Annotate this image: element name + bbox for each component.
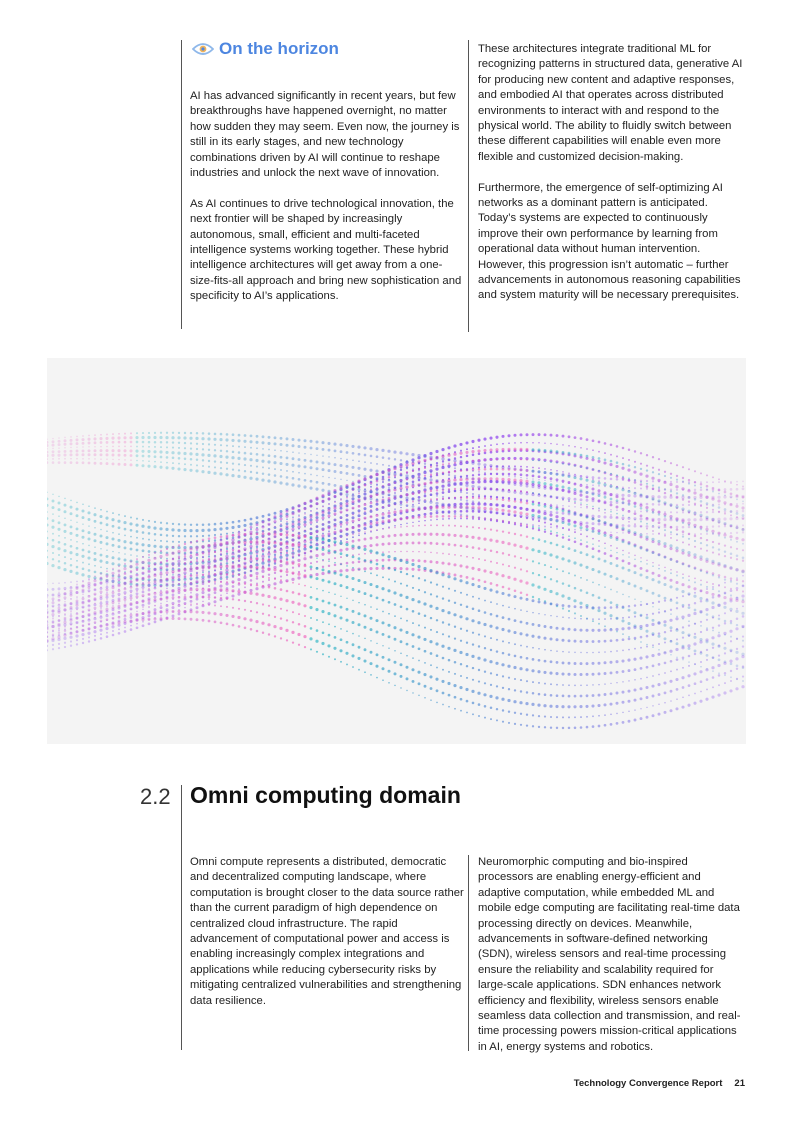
divider-section-right [468, 855, 469, 1051]
particle-wave-illustration [47, 358, 746, 744]
horizon-paragraph: As AI continues to drive technological innovation, the next frontier will be shaped by increasingly autonomous, small, efficient and multi-faceted intelligence systems working together. These hybrid intelligence architectures will get away from a one-size-fits-all approach and bring new sophistication and specificity to AI’s applications. [190, 197, 462, 303]
horizon-left-column [190, 89, 462, 320]
footer-report-title: Technology Convergence Report [573, 1078, 723, 1089]
page-footer [574, 1078, 745, 1089]
horizon-heading [192, 39, 339, 59]
section-paragraph: Neuromorphic computing and bio-inspired processors are enabling energy-efficient and adaptive computation, while embedded ML and mobile edge computing are facilitating real-time data processing directly on devices. Meanwhile, advancements in software-defined networking (SDN), wireless sensors and real-time processing ensure the reliability and scalability required for large-scale applications. SDN enhances network efficiency and flexibility, wireless sensors enable seamless data collection and transmission, and real-time processing powers mission-critical applications in AI, energy systems and robotics. [478, 856, 741, 1053]
horizon-paragraph: Furthermore, the emergence of self-optimizing AI networks as a dominant pattern is anticipated. Today’s systems are expected to continuously improve their own performance by learning from operational data without human intervention. However, this progression isn’t automatic – further advancements in autonomous reasoning capabilities and system maturity will be necessary prerequisites. [478, 181, 741, 302]
page-number: 21 [734, 1078, 745, 1089]
section-right-column [478, 855, 743, 1071]
section-number: 2.2 [140, 784, 171, 809]
wave-dots [47, 432, 745, 730]
eye-icon [192, 42, 214, 56]
particle-wave-graphic [47, 358, 746, 744]
horizon-title: On the horizon [219, 39, 339, 58]
section-title: Omni computing domain [190, 782, 461, 808]
divider-top-left [181, 40, 182, 329]
horizon-paragraph: AI has advanced significantly in recent years, but few breakthroughs have happened overnight, no matter how sudden they may seem. Even now, the journey is still in its early stages, and new technology combinations driven by AI will continue to reshape industries and unlock the next wave of innovation. [190, 90, 460, 180]
divider-top-right [468, 40, 469, 332]
section-paragraph: Omni compute represents a distributed, democratic and decentralized computing landscape, where computation is brought closer to the data source rather than the current paradigm of high dependence on centralized cloud infrastructure. The rapid advancement of computational power and access is enabling increasingly complex integrations and applications while reducing cybersecurity risks by mitigating centralized vulnerabilities and strengthening data resilience. [190, 856, 464, 1007]
horizon-paragraph: These architectures integrate traditional ML for recognizing patterns in structured data, generative AI for producing new content and adaptive responses, and embodied AI that operates across distributed environments to interact with and respond to the physical world. The ability to fluidly switch between these different capabilities will enable even more flexible and customized decision-making. [478, 43, 743, 163]
horizon-right-column [478, 42, 743, 319]
section-left-column [190, 855, 465, 1024]
divider-section-left [181, 785, 182, 1050]
